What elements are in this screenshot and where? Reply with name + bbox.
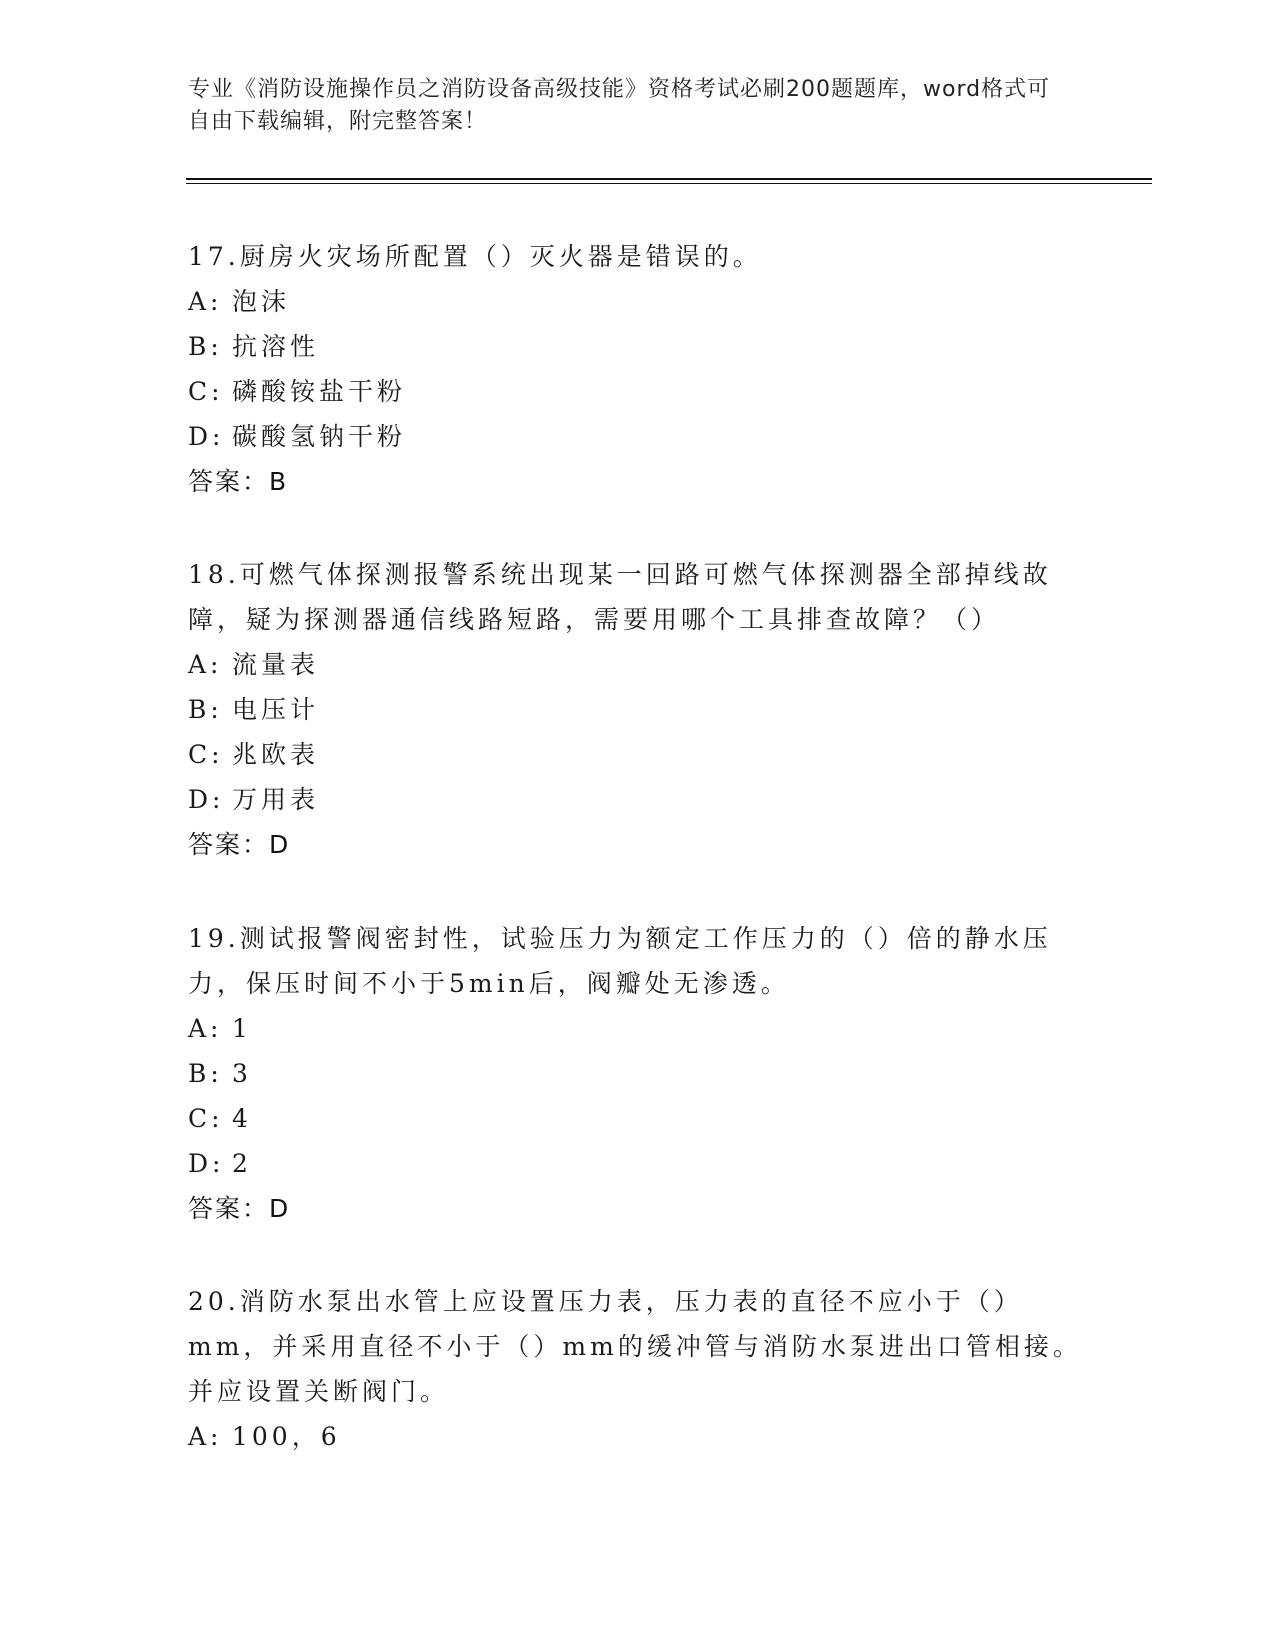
question-17 — [188, 234, 1088, 504]
option-text: 2 — [232, 1149, 252, 1178]
option-key: C: — [188, 740, 224, 769]
option-key: A: — [188, 287, 223, 316]
option-key: A: — [188, 1014, 223, 1043]
option-d — [188, 777, 1088, 822]
option-text: 3 — [232, 1059, 252, 1088]
question-20 — [188, 1279, 1088, 1459]
option-b — [188, 324, 1088, 369]
option-key: B: — [188, 332, 223, 361]
option-text: 磷酸铵盐干粉 — [232, 377, 407, 406]
option-b — [188, 687, 1088, 732]
option-c — [188, 732, 1088, 777]
question-stem: 19.测试报警阀密封性，试验压力为额定工作压力的（）倍的静水压力，保压时间不小于5min后，阀瓣处无渗透。 — [188, 924, 1052, 998]
answer-line: 答案：D — [188, 830, 291, 859]
option-a — [188, 1414, 1088, 1459]
option-key: B: — [188, 695, 223, 724]
question-18 — [188, 552, 1088, 867]
option-c — [188, 1096, 1088, 1141]
option-key: B: — [188, 1059, 223, 1088]
option-text: 流量表 — [232, 650, 320, 679]
option-text: 4 — [232, 1104, 252, 1133]
option-d — [188, 1141, 1088, 1186]
question-stem: 18.可燃气体探测报警系统出现某一回路可燃气体探测器全部掉线故障，疑为探测器通信线路短路，需要用哪个工具排查故障？（） — [188, 560, 1052, 634]
option-c — [188, 369, 1088, 414]
option-key: A: — [188, 1422, 223, 1451]
option-b — [188, 1051, 1088, 1096]
option-key: D: — [188, 785, 225, 814]
header-divider — [186, 178, 1152, 180]
document-header: 专业《消防设施操作员之消防设备高级技能》资格考试必刷200题题库，word格式可自由下载编辑，附完整答案！ — [188, 77, 1051, 134]
question-19 — [188, 916, 1088, 1231]
answer-line: 答案：D — [188, 1194, 291, 1223]
option-key: D: — [188, 422, 225, 451]
option-a — [188, 279, 1088, 324]
option-key: A: — [188, 650, 223, 679]
option-text: 电压计 — [232, 695, 320, 724]
option-text: 抗溶性 — [232, 332, 320, 361]
option-text: 100，6 — [232, 1422, 341, 1451]
option-key: C: — [188, 1104, 224, 1133]
question-stem: 20.消防水泵出水管上应设置压力表，压力表的直径不应小于（）mm，并采用直径不小于（）mm的缓冲管与消防水泵进出口管相接。并应设置关断阀门。 — [188, 1287, 1082, 1406]
option-text: 碳酸氢钠干粉 — [232, 422, 407, 451]
header-divider-thin — [186, 183, 1152, 184]
option-d — [188, 414, 1088, 459]
option-key: D: — [188, 1149, 225, 1178]
option-text: 兆欧表 — [232, 740, 320, 769]
option-text: 万用表 — [232, 785, 320, 814]
option-text: 1 — [232, 1014, 252, 1043]
option-a — [188, 1006, 1088, 1051]
option-key: C: — [188, 377, 224, 406]
option-text: 泡沫 — [232, 287, 291, 316]
answer-line: 答案：B — [188, 467, 289, 496]
option-a — [188, 642, 1088, 687]
question-stem: 17.厨房火灾场所配置（）灭火器是错误的。 — [188, 242, 762, 271]
